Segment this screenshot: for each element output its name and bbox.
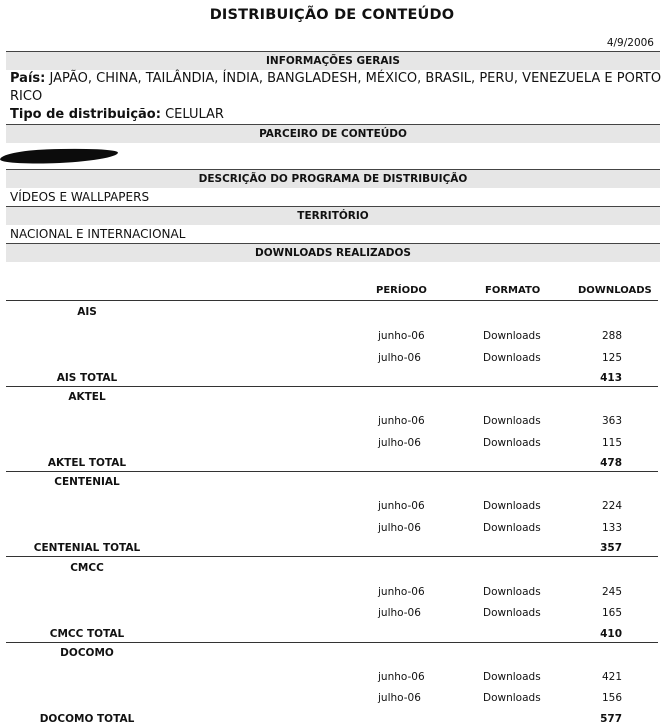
row-period: julho-06 — [378, 692, 421, 705]
group-total-value: 357 — [600, 542, 622, 555]
distribution-type-value: CELULAR — [165, 107, 224, 122]
distribution-type-line — [0, 106, 664, 124]
section-general-info: INFORMAÇÕES GERAIS — [6, 51, 660, 70]
row-period: julho-06 — [378, 436, 421, 449]
row-downloads: 224 — [601, 500, 622, 513]
group-total-label: AIS TOTAL — [56, 372, 118, 384]
group-total-label: CMCC TOTAL — [49, 627, 125, 640]
group-name: AIS — [77, 306, 97, 318]
group-name: DOCOMO — [60, 646, 114, 659]
row-period: julho-06 — [378, 521, 421, 534]
row-downloads: 245 — [601, 585, 622, 598]
distribution-type-label: Tipo de distribuição: — [10, 107, 161, 122]
row-downloads: 125 — [601, 351, 622, 364]
row-format: Downloads — [483, 436, 541, 449]
header-downloads: DOWNLOADS — [578, 285, 652, 296]
group-total-label: DOCOMO TOTAL — [39, 712, 135, 725]
redaction-mark — [0, 147, 118, 165]
row-period: julho-06 — [378, 607, 421, 620]
group-separator — [6, 642, 658, 643]
row-downloads: 421 — [601, 670, 622, 683]
row-format: Downloads — [483, 330, 541, 342]
header-rule — [6, 300, 658, 301]
countries-label: País: — [10, 71, 46, 86]
row-format: Downloads — [483, 585, 541, 598]
row-period: junho-06 — [378, 670, 425, 683]
row-format: Downloads — [483, 521, 541, 534]
page-title: DISTRIBUIÇÃO DE CONTEÚDO — [209, 7, 455, 23]
row-format: Downloads — [483, 415, 541, 428]
row-format: Downloads — [483, 607, 541, 620]
group-total-value: 577 — [600, 712, 622, 725]
section-territory: TERRITÓRIO — [6, 206, 660, 225]
downloads-table — [0, 262, 664, 725]
group-total-label: CENTENIAL TOTAL — [33, 542, 141, 555]
group-name: AKTEL — [68, 391, 106, 404]
group-name: CMCC — [70, 561, 104, 574]
row-period: junho-06 — [378, 330, 425, 342]
group-total-value: 478 — [600, 457, 622, 470]
row-downloads: 363 — [601, 415, 622, 428]
countries-value: JAPÃO, CHINA, TAILÂNDIA, ÍNDIA, BANGLADESH, MÉXICO, BRASIL, PERU, VENEZUELA E PORTO RICO — [10, 71, 662, 104]
header-format: FORMATO — [485, 285, 541, 296]
row-format: Downloads — [483, 692, 541, 705]
group-separator — [6, 386, 658, 387]
territory-value: NACIONAL E INTERNACIONAL — [10, 227, 186, 241]
row-format: Downloads — [483, 500, 541, 513]
group-total-label: AKTEL TOTAL — [47, 457, 127, 470]
header-period: PERÍODO — [376, 285, 427, 296]
group-name: CENTENIAL — [54, 476, 120, 489]
section-partner: PARCEIRO DE CONTEÚDO — [6, 124, 660, 143]
section-program: DESCRIÇÃO DO PROGRAMA DE DISTRIBUIÇÃO — [6, 169, 660, 188]
row-period: julho-06 — [378, 351, 421, 364]
row-format: Downloads — [483, 351, 541, 364]
section-downloads: DOWNLOADS REALIZADOS — [6, 243, 660, 262]
row-downloads: 165 — [601, 607, 622, 620]
row-format: Downloads — [483, 670, 541, 683]
partner-area — [0, 143, 664, 169]
row-downloads: 133 — [601, 521, 622, 534]
group-total-value: 410 — [600, 627, 622, 640]
row-period: junho-06 — [378, 500, 425, 513]
program-description: VÍDEOS E WALLPAPERS — [10, 190, 150, 204]
row-period: junho-06 — [378, 415, 425, 428]
row-downloads: 288 — [601, 330, 622, 342]
countries-line — [0, 70, 664, 106]
group-total-value: 413 — [600, 372, 622, 384]
row-downloads: 156 — [601, 692, 622, 705]
group-separator — [6, 556, 658, 557]
row-downloads: 115 — [601, 436, 622, 449]
row-period: junho-06 — [378, 585, 425, 598]
report-date: 4/9/2006 — [606, 37, 654, 49]
group-separator — [6, 471, 658, 472]
